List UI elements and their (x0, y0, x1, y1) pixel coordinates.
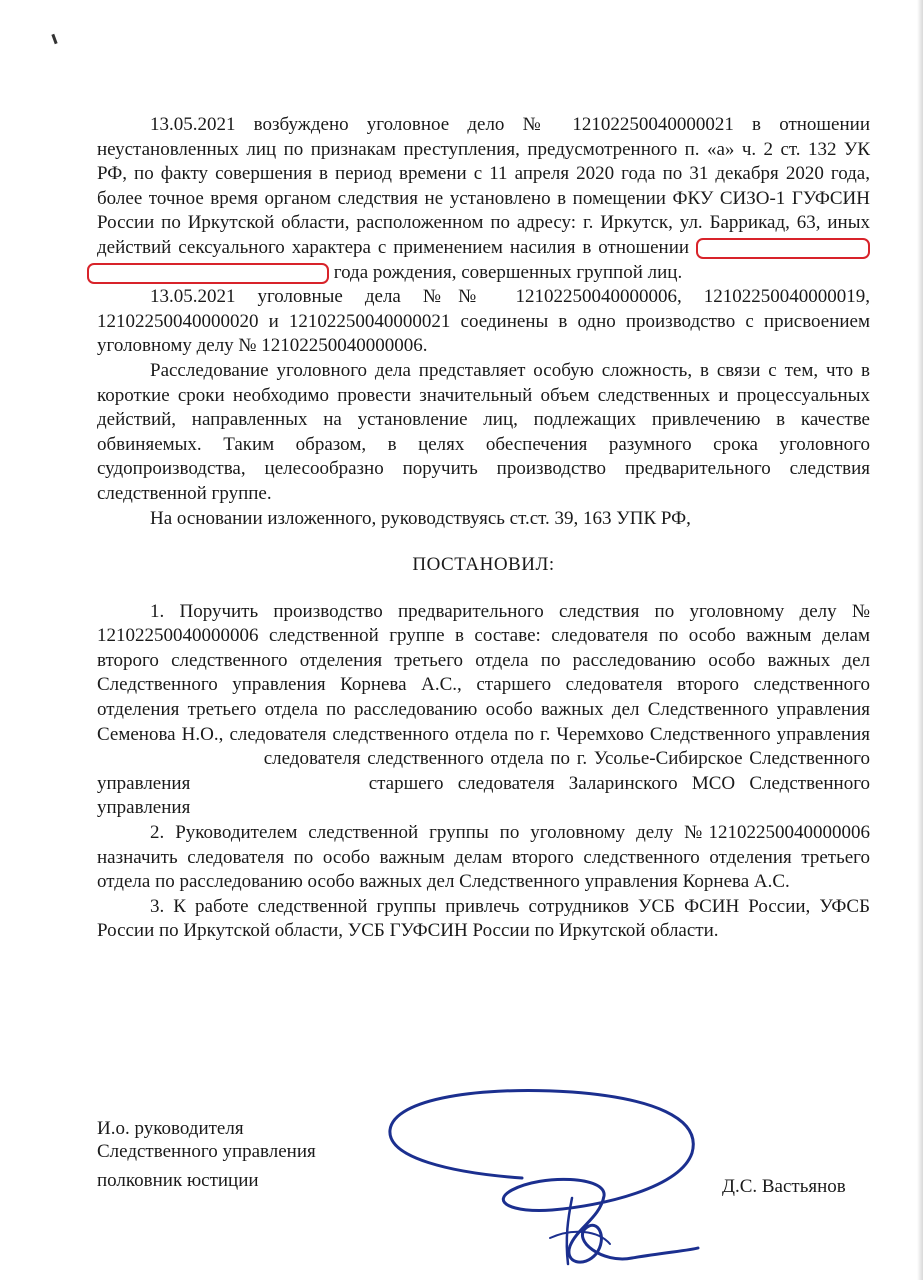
decision-item-1-text-b: следователя следственного отдела по г. Усолье-Сибирское Следственного управления (97, 748, 870, 794)
paragraph-case-opened (97, 113, 870, 285)
scan-mark (51, 34, 57, 44)
scan-edge-shadow (917, 0, 923, 1280)
redaction-box-name (696, 238, 870, 259)
signatory-rank: полковник юстиции (97, 1170, 259, 1191)
decision-item-1 (97, 600, 870, 821)
decision-item-2: 2. Руководителем следственной группы по уголовному делу №12102250040000006 назначить следователя по особо важным делам второго следственного отделения третьего отдела по расследованию особо важных дел Следственного управления Корнева А.С. (97, 822, 870, 893)
redaction-box-birth (87, 263, 329, 284)
redacted-blank (97, 754, 257, 772)
paragraph-basis: На основании изложенного, руководствуясь ст.ст. 39, 163 УПК РФ, (150, 507, 691, 529)
decision-item-1-text-c: старшего следователя Заларинского МСО Следственного управления (97, 772, 871, 819)
redacted-blank (195, 803, 235, 821)
document-body (97, 113, 870, 944)
handwritten-signature (372, 1078, 732, 1278)
decision-heading: ПОСТАНОВИЛ: (412, 554, 555, 576)
signatory-position (97, 1117, 316, 1163)
signatory-name: Д.С. Вастьянов (722, 1176, 846, 1197)
decision-item-3: 3. К работе следственной группы привлечь сотрудников УСБ ФСИН России, УФСБ России по Иркутской области, УСБ ГУФСИН России по Иркутской области. (97, 895, 870, 942)
decision-item-1-text: 1. Поручить производство предварительного следствия по уголовному делу № 12102250040000006 следственной группе в составе: следователя по особо важным делам второго следственного отделения третьего отдела по расследованию особо важных дел Следственного управления Корнева А.С., старшего следователя второго следственного отделения третьего отдела по расследованию особо важных дел Следственного управления Семенова Н.О., следователя следственного отдела по г. Черемхово Следственного управления (97, 600, 870, 745)
signatory-position-line-1: И.о. руководителя (97, 1118, 244, 1139)
paragraph-cases-merged: 13.05.2021 уголовные дела №№ 12102250040000006, 12102250040000019, 12102250040000020 и 12102250040000021 соединены в одно производство с присвоением уголовному делу № 12102250040000006. (97, 286, 870, 357)
redacted-blank (205, 778, 355, 796)
paragraph-complexity: Расследование уголовного дела представляет особую сложность, в связи с тем, что в короткие сроки необходимо провести значительный объем следственных и процессуальных действий, направленных на установление лиц, подлежащих привлечению в качестве обвиняемых. Таким образом, в целях обеспечения разумного срока уголовного судопроизводства, целесообразно поручить производство предварительного следствия следственной группе. (97, 359, 870, 504)
paragraph-case-opened-end: года рождения, совершенных группой лиц. (333, 261, 683, 283)
signatory-position-line-2: Следственного управления (97, 1141, 316, 1162)
paragraph-case-opened-text: 13.05.2021 возбуждено уголовное дело № 12102250040000021 в отношении неустановленных лиц по признакам преступления, предусмотренного п. «а» ч. 2 ст. 132 УК РФ, по факту совершения в период времени с 11 апреля 2020 года по 31 декабря 2020 года, более точное время органом следствия не установлено в помещении ФКУ СИЗО-1 ГУФСИН России по Иркутской области, расположенном по адресу: г. Иркутск, ул. Баррикад, 63, иных действий сексуального характера с применением насилия в отношении (97, 114, 870, 258)
